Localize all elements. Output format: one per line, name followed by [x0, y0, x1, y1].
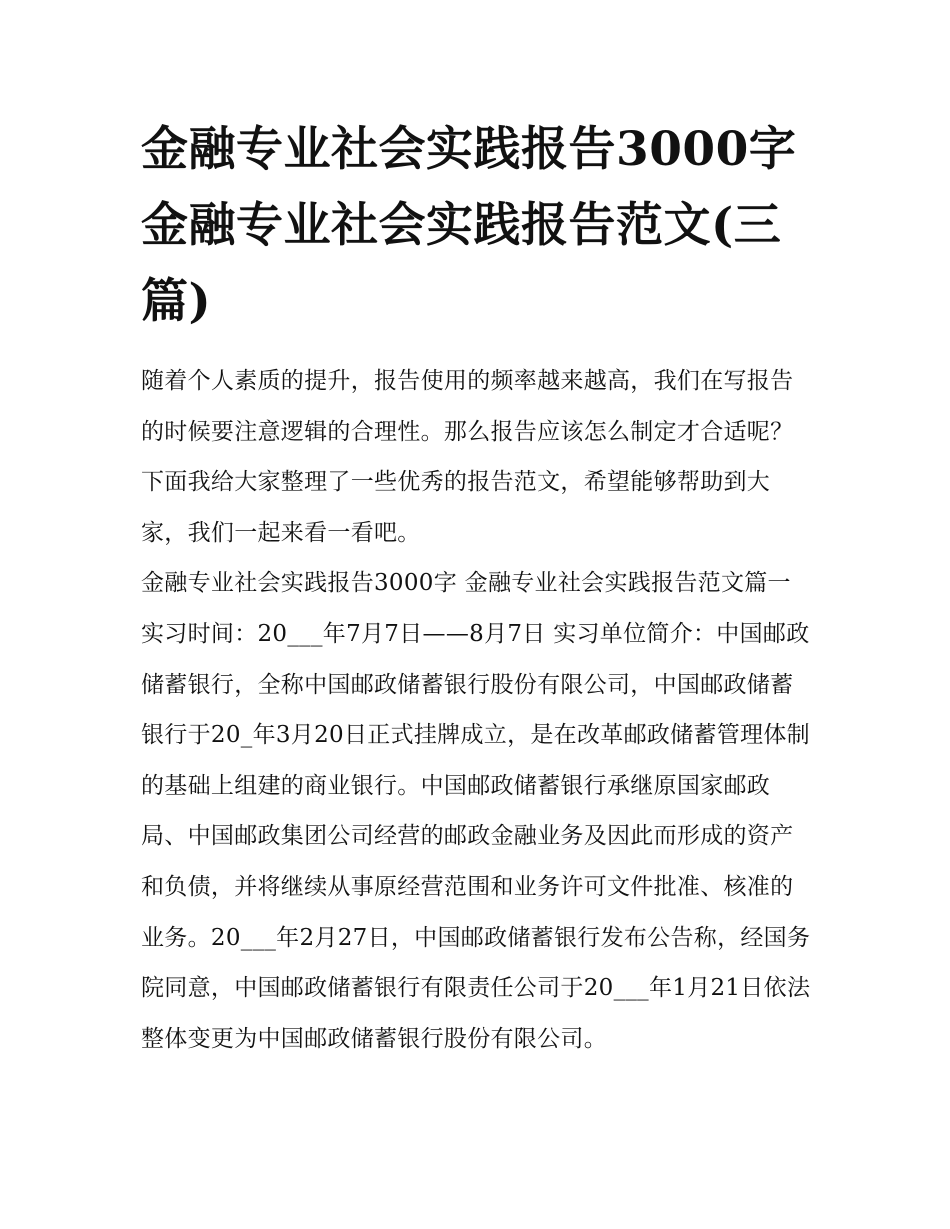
document-content	[141, 112, 813, 1064]
intro-paragraph: 随着个人素质的提升，报告使用的频率越来越高，我们在写报告的时候要注意逻辑的合理性。那么报告应该怎么制定才合适呢？下面我给大家整理了一些优秀的报告范文，希望能够帮助到大家，我们一起来看一看吧。	[141, 368, 794, 546]
document-title: 金融专业社会实践报告3000字 金融专业社会实践报告范文(三篇)	[141, 122, 797, 329]
section-body-text: 实习时间：20___年7月7日——8月7日 实习单位简介：中国邮政储蓄银行，全称中国邮政储蓄银行股份有限公司，中国邮政储蓄银行于20_年3月20日正式挂牌成立，是在改革邮政储蓄管理体制的基础上组建的商业银行。中国邮政储蓄银行承继原国家邮政局、中国邮政集团公司经营的邮政金融业务及因此而形成的资产和负债，并将继续从事原经营范围和业务许可文件批准、核准的业务。20___年2月27日，中国邮政储蓄银行发布公告称，经国务院同意，中国邮政储蓄银行有限责任公司于20___年1月21日依法整体变更为中国邮政储蓄银行股份有限公司。	[141, 620, 811, 1052]
section-paragraph	[141, 558, 813, 1064]
section-heading: 金融专业社会实践报告3000字 金融专业社会实践报告范文篇一	[141, 570, 791, 597]
